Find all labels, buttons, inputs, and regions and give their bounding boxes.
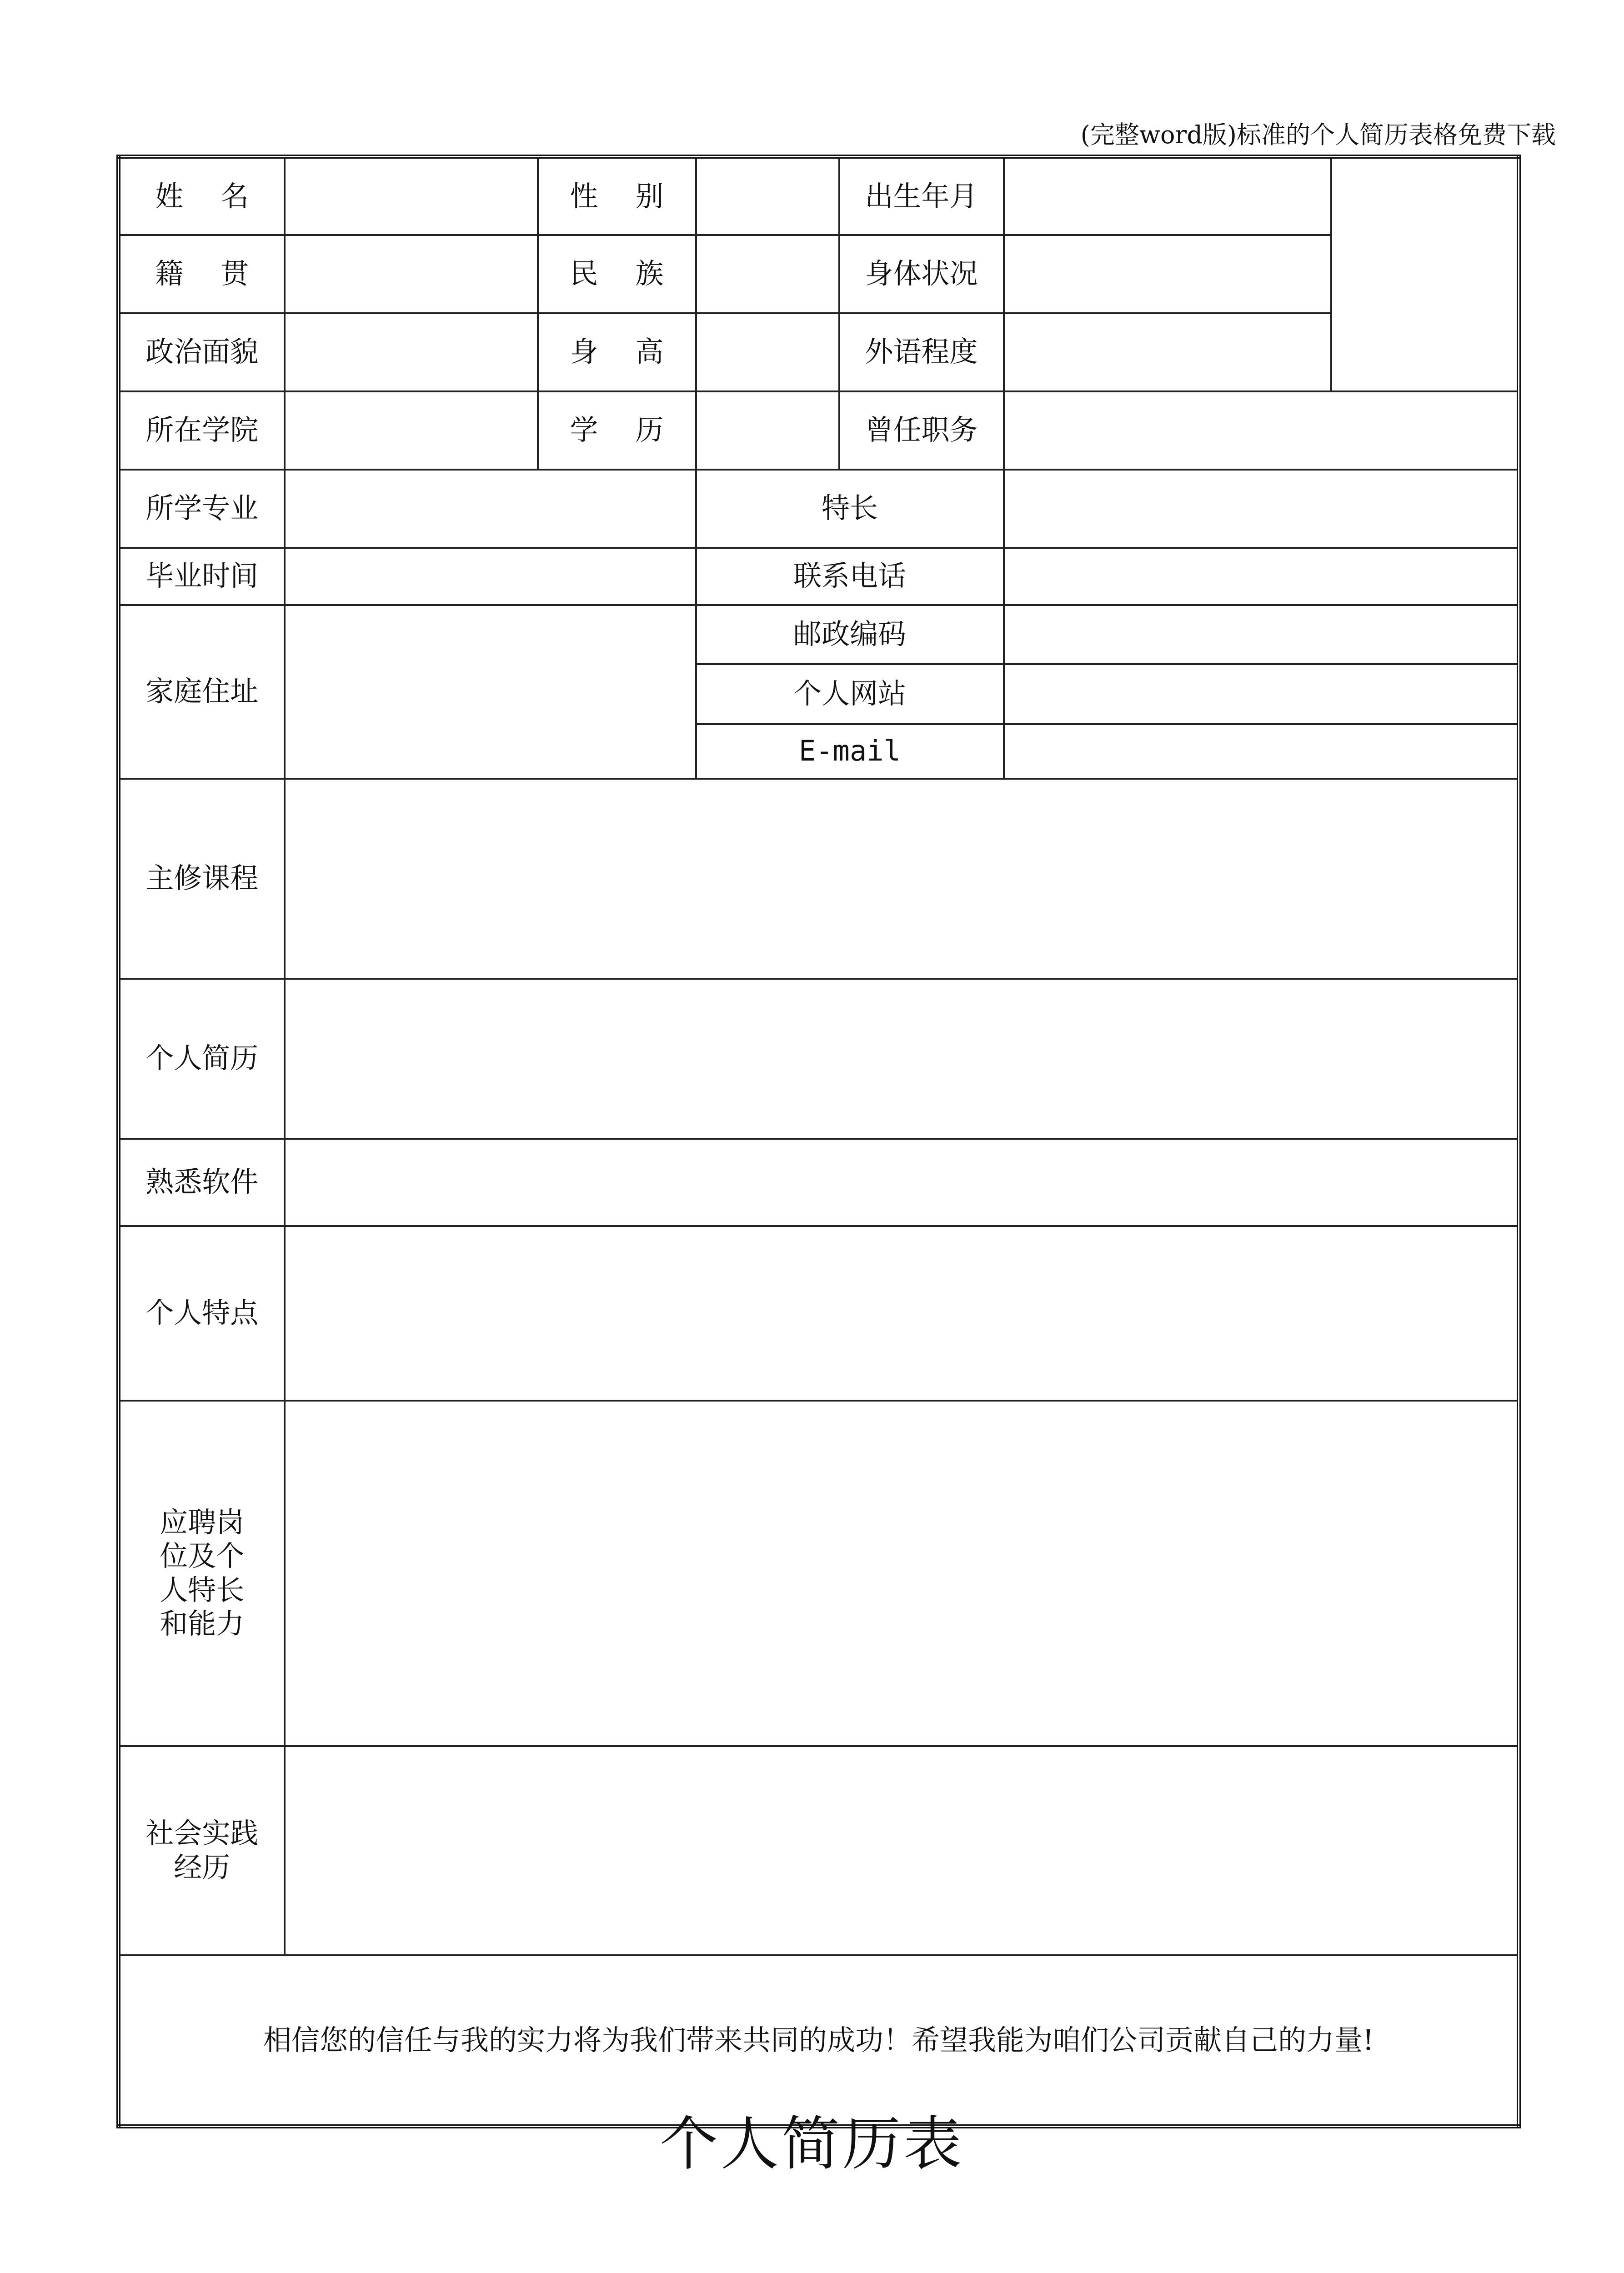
field-specialty[interactable] [1004, 470, 1519, 548]
field-education[interactable] [696, 391, 839, 470]
form-row-position [119, 1401, 1519, 1746]
label-traits: 个人特点 [119, 1226, 285, 1401]
field-position-abilities[interactable] [285, 1401, 1519, 1746]
label-resume: 个人简历 [119, 979, 285, 1139]
form-row-software [119, 1139, 1519, 1226]
form-row-college [119, 391, 1519, 470]
label-position-abilities [119, 1401, 285, 1746]
field-resume[interactable] [285, 979, 1519, 1139]
photo-box[interactable] [1331, 157, 1519, 391]
form-row-main-courses [119, 779, 1519, 979]
label-foreign-language: 外语程度 [839, 313, 1004, 391]
field-postal-code[interactable] [1004, 605, 1519, 664]
form-row-political-status [119, 313, 1519, 391]
field-birth[interactable] [1004, 157, 1331, 235]
closing-statement: 相信您的信任与我的实力将为我们带来共同的成功！希望我能为咱们公司贡献自己的力量! [119, 1955, 1519, 2127]
field-phone[interactable] [1004, 548, 1519, 605]
field-social-practice[interactable] [285, 1746, 1519, 1955]
label-birth: 出生年月 [839, 157, 1004, 235]
label-health: 身体状况 [839, 235, 1004, 313]
label-graduation-time: 毕业时间 [119, 548, 285, 605]
field-height[interactable] [696, 313, 839, 391]
field-website[interactable] [1004, 664, 1519, 724]
label-software: 熟悉软件 [119, 1139, 285, 1226]
header-note: (完整word版)标准的个人简历表格免费下载 [1080, 120, 1556, 149]
label-name: 姓名 [119, 157, 285, 235]
field-gender[interactable] [696, 157, 839, 235]
label-position-line: 位及个 [160, 1539, 245, 1573]
form-row-closing [119, 1955, 1519, 2127]
form-row-native-place [119, 235, 1519, 313]
field-graduation-time[interactable] [285, 548, 696, 605]
label-native-place: 籍贯 [119, 235, 285, 313]
label-main-courses: 主修课程 [119, 779, 285, 979]
label-position-line: 人特长 [160, 1573, 245, 1607]
field-major[interactable] [285, 470, 696, 548]
label-height: 身高 [538, 313, 696, 391]
label-home-address: 家庭住址 [119, 605, 285, 779]
label-education: 学历 [538, 391, 696, 470]
label-specialty: 特长 [696, 470, 1004, 548]
label-postal-code: 邮政编码 [696, 605, 1004, 664]
label-social-practice [119, 1746, 285, 1955]
label-college: 所在学院 [119, 391, 285, 470]
form-row-traits [119, 1226, 1519, 1401]
label-website: 个人网站 [696, 664, 1004, 724]
label-former-posts: 曾任职务 [839, 391, 1004, 470]
resume-form-table [116, 155, 1521, 2128]
label-social-practice-line: 经历 [174, 1850, 231, 1884]
label-email: E-mail [696, 724, 1004, 779]
document-title: 个人简历表 [659, 2110, 964, 2178]
form-row-name [119, 157, 1519, 235]
label-social-practice-line: 社会实践 [145, 1817, 259, 1850]
field-college[interactable] [285, 391, 538, 470]
field-ethnicity[interactable] [696, 235, 839, 313]
form-row-address [119, 605, 1519, 664]
label-ethnicity: 民族 [538, 235, 696, 313]
field-home-address[interactable] [285, 605, 696, 779]
field-political-status[interactable] [285, 313, 538, 391]
field-traits[interactable] [285, 1226, 1519, 1401]
field-native-place[interactable] [285, 235, 538, 313]
field-software[interactable] [285, 1139, 1519, 1226]
form-row-social-practice [119, 1746, 1519, 1955]
form-row-major [119, 470, 1519, 548]
field-name[interactable] [285, 157, 538, 235]
form-row-graduation [119, 548, 1519, 605]
field-foreign-language[interactable] [1004, 313, 1331, 391]
label-gender: 性别 [538, 157, 696, 235]
label-major: 所学专业 [119, 470, 285, 548]
field-former-posts[interactable] [1004, 391, 1519, 470]
field-email[interactable] [1004, 724, 1519, 779]
form-row-resume [119, 979, 1519, 1139]
label-political-status: 政治面貌 [119, 313, 285, 391]
label-phone: 联系电话 [696, 548, 1004, 605]
label-position-line: 和能力 [160, 1607, 245, 1640]
label-position-line: 应聘岗 [160, 1505, 245, 1539]
field-health[interactable] [1004, 235, 1331, 313]
field-main-courses[interactable] [285, 779, 1519, 979]
